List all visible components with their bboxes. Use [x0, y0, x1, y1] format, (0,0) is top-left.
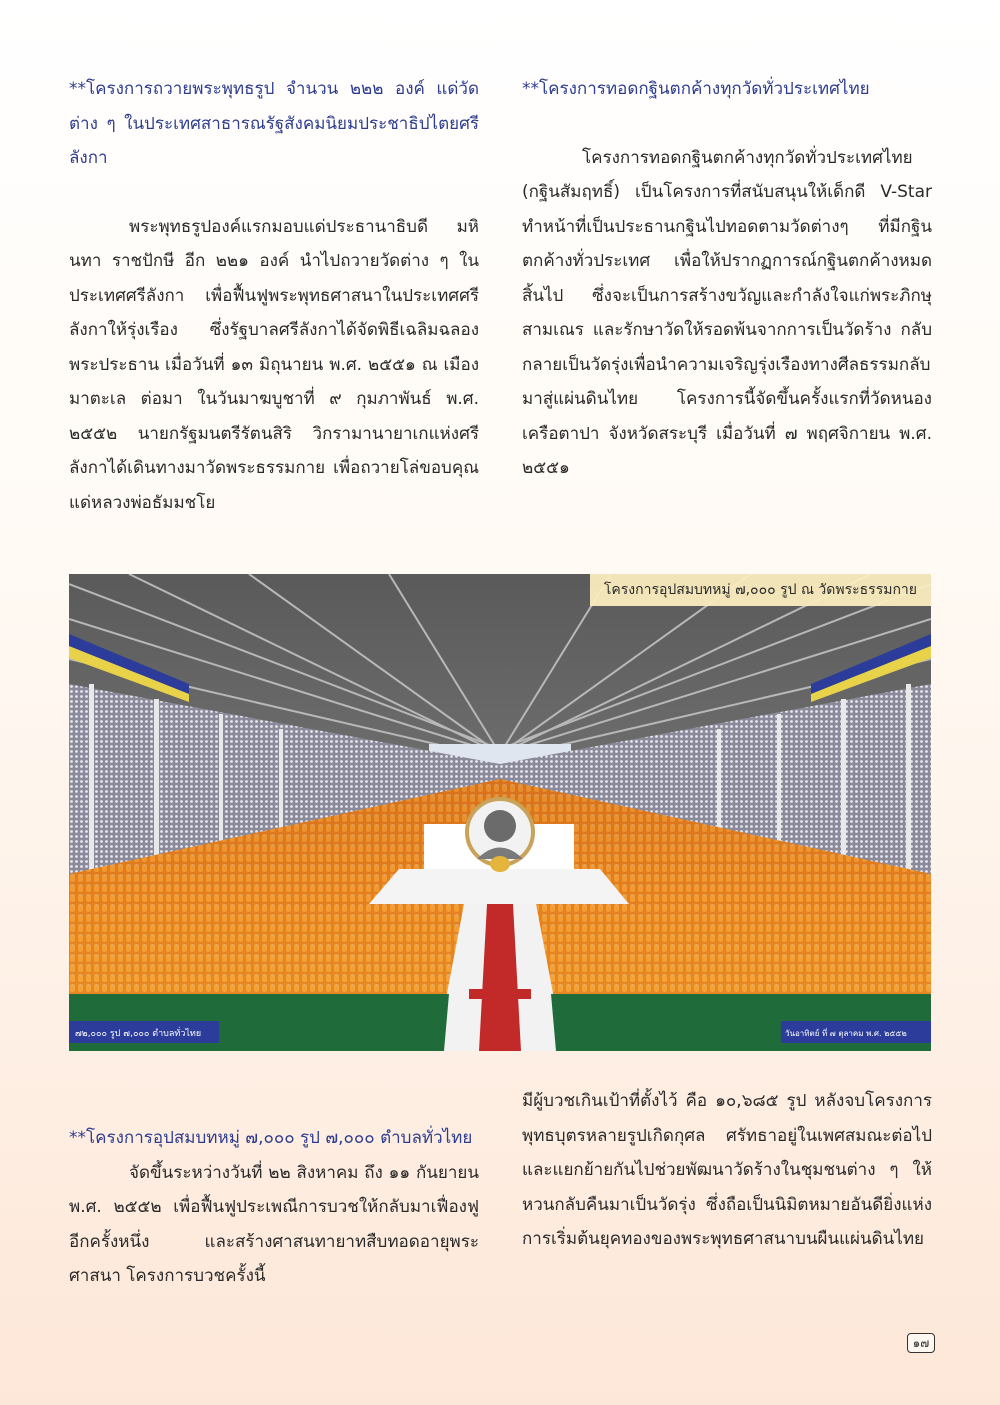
section-heading: **โครงการทอดกฐินตกค้างทุกวัดทั่วประเทศไทย	[522, 79, 870, 99]
altar-stage	[369, 869, 629, 904]
paragraph: โครงการทอดกฐินตกค้างทุกวัดทั่วประเทศไทย (กฐินสัมฤทธิ์) เป็นโครงการที่สนับสนุนให้เด็กดี V-Star ทำหน้าที่เป็นประธานกฐินไปทอดตามวัดต่างๆ ที่มีกฐินตกค้างทั่วประเทศ เพื่อให้ปรากฏการณ์กฐินตกค้างหมดสิ้นไป ซึ่งจะเป็นการสร้างขวัญและกำลังใจแก่พระภิกษุ สามเณร และรักษาวัดให้รอดพ้นจากการเป็นวัดร้าง กลับกลายเป็นวัดรุ่งเพื่อนำความเจริญรุ่งเรืองทางศีลธรรมกลับมาสู่แผ่นดินไทย โครงการนี้จัดขึ้นครั้งแรกที่วัดหนองเครือตาปา จังหวัดสระบุรี เมื่อวันที่ ๗ พฤศจิกายน พ.ศ. ๒๕๕๑	[522, 147, 932, 478]
paragraph: มีผู้บวชเกินเป้าที่ตั้งไว้ คือ ๑๐,๖๘๕ รูป หลังจบโครงการพุทธบุตรหลายรูปเกิดกุศล ศรัทธาอยู่ในเพศสมณะต่อไป และแยกย้ายกันไปช่วยพัฒนาวัดร้างในชุมชนต่าง ๆ ให้หวนกลับคืนมาเป็นวัดรุ่ง ซึ่งถือเป็นนิมิตหมายอันดียิ่งแห่งการเริ่มต้นยุคทองของพระพุทธศาสนาบนผืนแผ่นดินไทย	[522, 1091, 932, 1249]
page-number: ๑๗	[907, 1333, 935, 1353]
ordination-photo	[69, 574, 931, 1051]
photo-caption: โครงการอุปสมบทหมู่ ๗,๐๐๐ รูป ณ วัดพระธรรมกาย	[590, 574, 931, 606]
banner-left-text: ๗๒,๐๐๐ รูป ๗,๐๐๐ ตำบลทั่วไทย	[75, 1029, 202, 1039]
photo-illustration	[69, 574, 931, 1051]
section-heading: **โครงการถวายพระพุทธรูป จำนวน ๒๒๒ องค์ แด่วัดต่าง ๆ ในประเทศสาธารณรัฐสังคมนิยมประชาธิปไตยศรีลังกา	[69, 79, 479, 168]
banner-right-text: วันอาทิตย์ ที่ ๗ ตุลาคม พ.ศ. ๒๕๕๒	[785, 1029, 907, 1038]
paragraph: จัดขึ้นระหว่างวันที่ ๒๒ สิงหาคม ถึง ๑๑ กันยายน พ.ศ. ๒๕๕๒ เพื่อฟื้นฟูประเพณีการบวชให้กลับมาเฟื่องฟูอีกครั้งหนึ่ง และสร้างศาสนทายาทสืบทอดอายุพระศาสนา โครงการบวชครั้งนี้	[69, 1162, 479, 1286]
buddha-statue	[490, 856, 510, 872]
paragraph: พระพุทธรูปองค์แรกมอบแด่ประธานาธิบดี มหินทา ราชปักษี อีก ๒๒๑ องค์ นำไปถวายวัดต่าง ๆ ในประเทศศรีลังกา เพื่อฟื้นฟูพระพุทธศาสนาในประเทศศรีลังกาให้รุ่งเรือง ซึ่งรัฐบาลศรีลังกาได้จัดพิธีเฉลิมฉลองพระประธาน เมื่อวันที่ ๑๓ มิถุนายน พ.ศ. ๒๕๕๑ ณ เมืองมาตะเล ต่อมา ในวันมาฆบูชาที่ ๙ กุมภาพันธ์ พ.ศ. ๒๕๕๒ นายกรัฐมนตรีรัตนสิริ วิกรามานายาเกแห่งศรีลังกาได้เดินทางมาวัดพระธรรมกาย เพื่อถวายโล่ขอบคุณแด่หลวงพ่อธัมมชโย	[69, 216, 479, 513]
right-column-top	[522, 72, 932, 486]
left-column-top	[69, 72, 479, 520]
section-heading: **โครงการอุปสมบทหมู่ ๗,๐๐๐ รูป ๗,๐๐๐ ตำบลทั่วไทย	[69, 1128, 473, 1148]
left-column-bottom	[69, 1121, 479, 1294]
right-column-bottom	[522, 1084, 932, 1257]
